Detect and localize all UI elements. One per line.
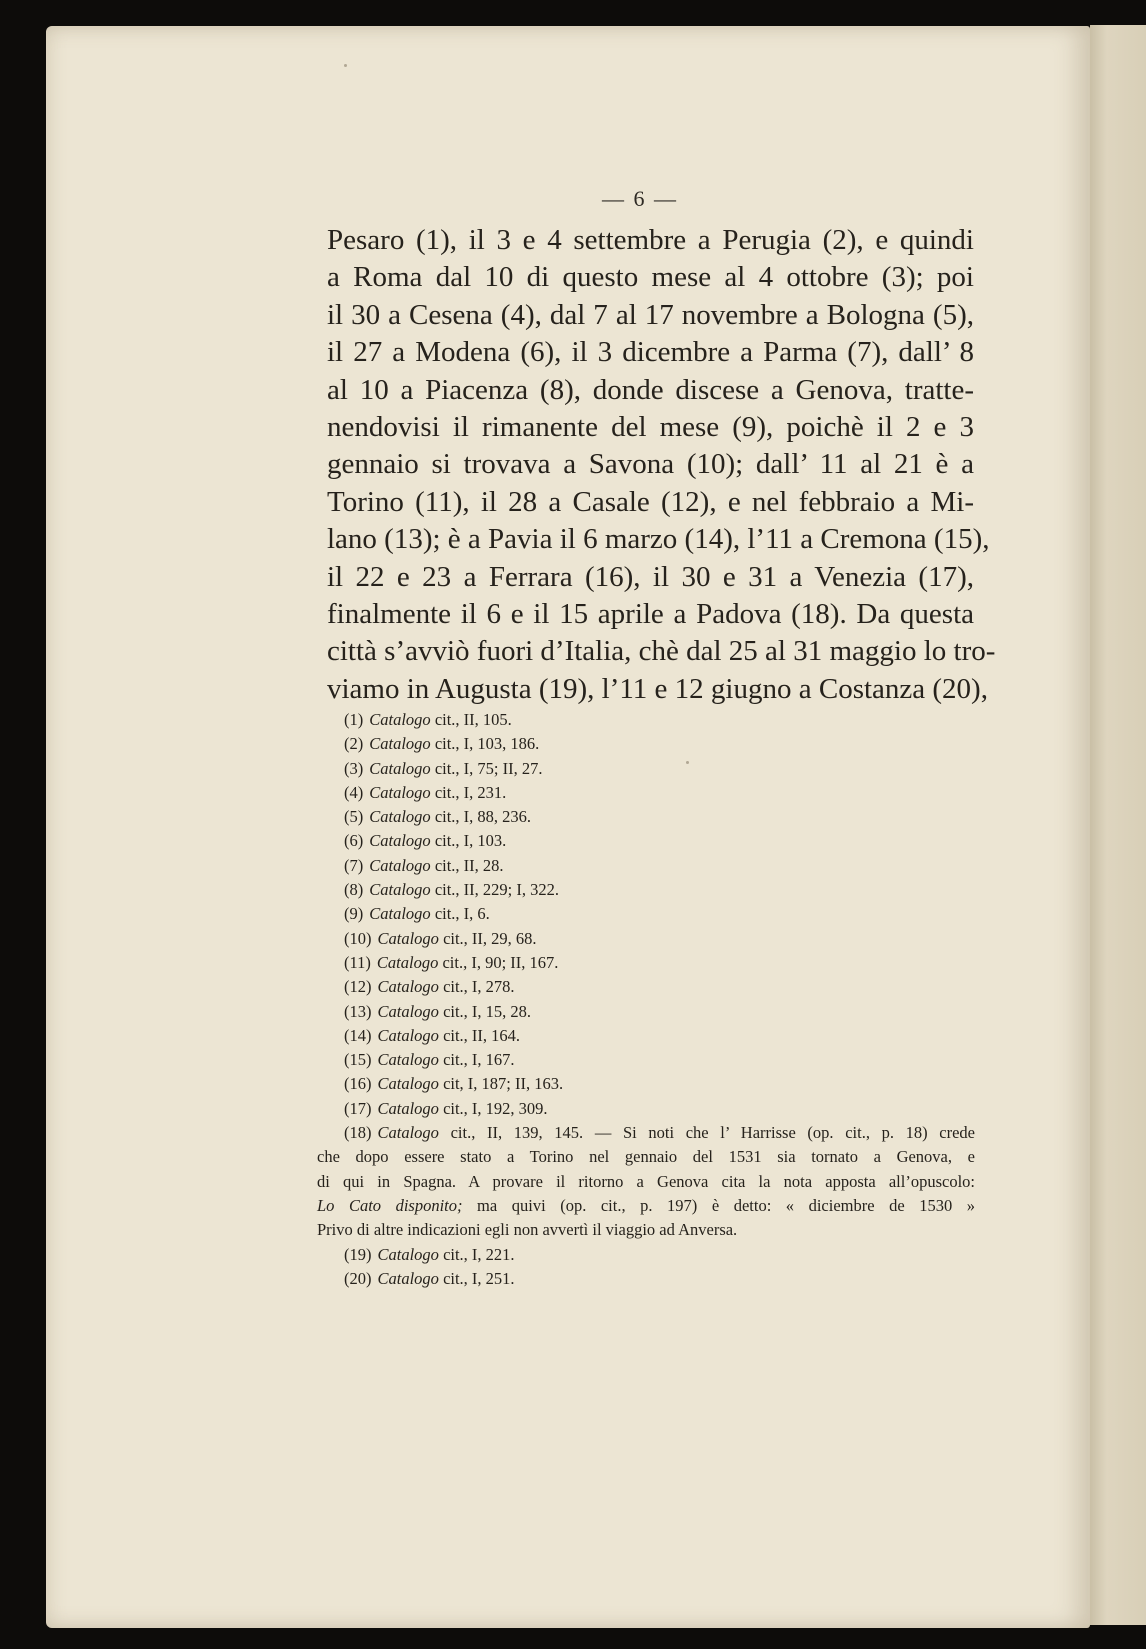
footnote [344,902,975,926]
footnote-reference: cit., I, 6. [434,904,490,924]
footnote-reference: cit., I, 88, 236. [434,807,532,827]
footnote [344,927,975,951]
footnote [344,951,975,975]
footnote-title: Catalogo [377,1001,439,1021]
footnote-title: Catalogo [376,952,439,972]
footnote-title: Catalogo [369,831,431,851]
footnote-number: (2) [344,734,364,754]
text-line: lano (13); è a Pavia il 6 marzo (14), l’11 a Cremona (15), [327,523,990,556]
footnote-reference: cit., II, 229; I, 322. [434,880,559,900]
footnote-number: (9) [344,904,364,924]
paper-speck [344,64,347,67]
text-line: il 22 e 23 a Ferrara (16), il 30 e 31 a Venezia (17), [327,560,974,593]
footnote-title: Catalogo [369,904,431,924]
footnote [344,1267,975,1291]
footnote-title: Catalogo [377,1025,439,1045]
footnote-number: (17) [344,1098,372,1118]
text-line: gennaio si trovava a Savona (10); dall’ 11 al 21 è a [327,448,974,481]
footnote-reference: cit., I, 103, 186. [434,734,540,754]
footnote-number: (20) [344,1268,372,1288]
footnote [344,708,975,732]
adjacent-page-edge [1090,25,1146,1625]
footnote [344,732,975,756]
footnote-reference: cit., II, 139, 145. — Si noti che l’ Harrisse (op. cit., p. 18) crede [450,1123,975,1143]
footnote [344,805,975,829]
footnote-18-line: che dopo essere stato a Torino nel gennaio del 1531 sia tornato a Genova, e [317,1147,975,1167]
text-line: nendovisi il rimanente del mese (9), poichè il 2 e 3 [327,410,974,443]
footnote [344,854,975,878]
text-line: viamo in Augusta (19), l’11 e 12 giugno a Costanza (20), [327,672,988,705]
footnote-number: (4) [344,782,364,802]
footnote-number: (1) [344,710,364,729]
footnote-reference: cit., I, 278. [443,977,515,997]
footnote [344,1048,975,1072]
footnote-reference: cit., I, 221. [443,1244,515,1264]
footnote-reference: cit., I, 15, 28. [443,1001,532,1021]
footnote [344,781,975,805]
footnotes [317,708,976,1291]
footnote-number: (10) [344,928,372,948]
footnote-title: Catalogo [369,807,431,827]
footnote [344,1097,975,1121]
footnote-reference: cit., II, 105. [434,710,512,729]
footnote-18-line: di qui in Spagna. A provare il ritorno a Genova cita la nota apposta all’opuscolo: [317,1171,975,1191]
footnote-number: (6) [344,831,364,851]
footnote [344,1024,975,1048]
footnote-18-line [344,1121,975,1145]
footnote [344,1000,975,1024]
footnote-reference: cit., II, 164. [443,1025,521,1045]
footnote-reference: cit., II, 29, 68. [443,928,537,948]
footnote-reference: cit., I, 251. [443,1268,515,1288]
footnote [344,1072,975,1096]
footnote-title: Catalogo [377,977,439,997]
footnote-title: Catalogo [377,928,439,948]
footnote-title: Catalogo [369,710,431,729]
text-line: al 10 a Piacenza (8), donde discese a Genova, tratte- [327,373,974,406]
footnote-reference: cit, I, 187; II, 163. [443,1074,564,1094]
text-line: il 27 a Modena (6), il 3 dicembre a Parma (7), dall’ 8 [327,336,974,369]
footnote-reference: cit., I, 231. [434,782,507,802]
footnote-number: (8) [344,880,364,900]
footnote-reference: cit., I, 90; II, 167. [442,952,559,972]
footnote-number: (3) [344,758,364,778]
footnote-title: Catalogo [377,1050,439,1070]
text-line: Torino (11), il 28 a Casale (12), e nel febbraio a Mi- [327,485,974,518]
footnote-reference: cit., I, 103. [434,831,507,851]
footnote-title: Catalogo [377,1244,439,1264]
footnote-title: Catalogo [369,782,431,802]
footnote-title: Catalogo [369,758,431,778]
text-line: il 30 a Cesena (4), dal 7 al 17 novembre a Bologna (5), [327,298,974,331]
footnote-title: Catalogo [377,1268,439,1288]
footnote-number: (16) [344,1074,372,1094]
footnote-title: Catalogo [377,1098,439,1118]
footnote [344,1243,975,1267]
footnote-reference: cit., I, 192, 309. [443,1098,548,1118]
footnote [344,757,975,781]
footnote [344,829,975,853]
footnote-number: (15) [344,1050,372,1070]
text-line: a Roma dal 10 di questo mese al 4 ottobre (3); poi [327,261,974,294]
footnote [344,975,975,999]
main-text [327,222,996,708]
footnote-title: Catalogo [369,880,431,900]
footnote-number: (11) [344,952,371,972]
text-line: finalmente il 6 e il 15 aprile a Padova (18). Da questa [327,597,974,630]
footnote-reference: cit., I, 75; II, 27. [434,758,543,778]
footnote-reference: cit., I, 167. [443,1050,515,1070]
page-number: — 6 — [602,186,678,211]
footnote-title: Catalogo [369,855,431,875]
footnote-number: (13) [344,1001,372,1021]
opuscolo-title: Lo Cato disponito; [317,1195,463,1215]
footnote-number: (5) [344,807,364,827]
footnote-number: (14) [344,1025,372,1045]
text-line: città s’avviò fuori d’Italia, chè dal 25 al 31 maggio lo tro- [327,635,996,668]
footnote-number: (19) [344,1244,372,1264]
footnote-number: (7) [344,855,364,875]
footnote-number: (18) [344,1123,372,1143]
footnote-18-line: Privo di altre indicazioni egli non avvertì il viaggio ad Anversa. [317,1220,738,1240]
footnote-reference: cit., II, 28. [434,855,504,875]
footnote [344,878,975,902]
text-line: Pesaro (1), il 3 e 4 settembre a Perugia (2), e quindi [327,224,974,256]
footnote-18-line [317,1194,975,1218]
footnote-number: (12) [344,977,372,997]
footnote-title: Catalogo [369,734,431,754]
footnote-title: Catalogo [377,1074,439,1094]
footnote-18-text: ma quivi (op. cit., p. 197) è detto: « diciembre de 1530 » [462,1195,976,1215]
footnote-title: Catalogo [377,1123,439,1143]
